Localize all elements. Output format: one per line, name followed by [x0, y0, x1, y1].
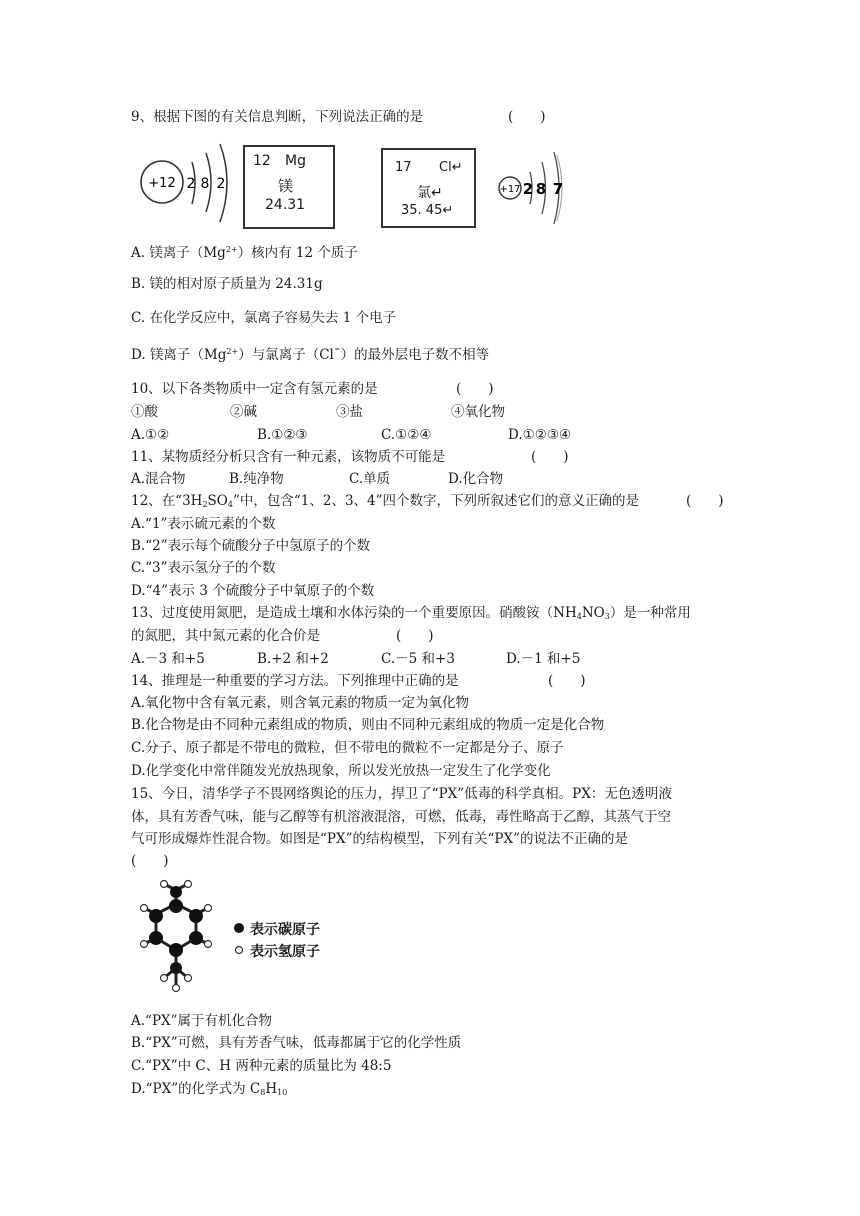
- mg-element-name: 镁: [278, 177, 294, 195]
- q9-option-c: C. 在化学反应中，氯离子容易失去 1 个电子: [131, 310, 397, 326]
- q9-option-a: A. 镁离子$(Mg^{2+})$核内有 12 个质子: [131, 245, 358, 261]
- cl-atomic-number: 17: [395, 160, 412, 175]
- q15-option-b: B.“PX”可燃，具有芳香气味，低毒都属于它的化学性质: [131, 1035, 462, 1051]
- q13-option-a: A.－3 和+5: [131, 651, 205, 667]
- q10-option-c: C.①②④: [381, 427, 432, 443]
- q12-option-c: C.“3”表示氢分子的个数: [131, 560, 276, 576]
- mg-atom-diagram: [138, 138, 238, 238]
- q13-option-c: C.－5 和+3: [381, 651, 455, 667]
- q11-stem: 11、某物质经分析只含有一种元素，该物质不可能是: [131, 449, 446, 465]
- q15-option-d: D.“PX”的化学式为 $C_8H_{10}$: [131, 1081, 288, 1097]
- q13-stem-line-2: 的氮肥，其中氮元素的化合价是: [131, 628, 320, 644]
- mg-element-card: [243, 145, 335, 229]
- q14-option-b: B.化合物是由不同种元素组成的物质，则由不同种元素组成的物质一定是化合物: [131, 717, 605, 733]
- carbon-legend-label: 表示碳原子: [250, 922, 320, 938]
- q11-option-a: A.混合物: [131, 471, 186, 487]
- q15-option-c: C.“PX”中 C、H 两种元素的质量比为 48:5: [131, 1058, 392, 1074]
- mg-shell-1-count: 2: [186, 176, 196, 192]
- q14-option-d: D.化学变化中常伴随发光放热现象，所以发光放热一定发生了化学变化: [131, 763, 551, 779]
- px-legend-markers: [232, 921, 248, 961]
- q9-stem: 9、根据下图的有关信息判断，下列说法正确的是: [131, 109, 424, 125]
- q12-option-a: A.“1”表示硫元素的个数: [131, 516, 276, 532]
- q11-option-b: B.纯净物: [229, 471, 284, 487]
- q11-answer-paren: ( ): [531, 449, 569, 465]
- cl-symbol: Cl↵: [439, 160, 463, 175]
- q10-option-d: D.①②③④: [508, 427, 572, 443]
- cl-nucleus-label: +17: [499, 184, 521, 195]
- q12-answer-paren: ( ): [686, 493, 724, 509]
- cl-shell-1-count: 2: [522, 180, 534, 198]
- q9-answer-paren: ( ): [508, 109, 546, 125]
- cl-atomic-mass: 35. 45↵: [401, 203, 454, 218]
- mg-shell-3-count: 2: [216, 176, 226, 192]
- q10-stem: 10、以下各类物质中一定含有氢元素的是: [131, 381, 378, 397]
- q10-item-4: ④氧化物: [451, 404, 505, 420]
- q9-option-d: D. 镁离子$(Mg^{2+})$与氯离子（Cl¯）的最外层电子数不相等: [131, 347, 490, 363]
- mg-nucleus-label: +12: [148, 176, 176, 191]
- q11-option-c: C.单质: [349, 471, 391, 487]
- q14-option-c: C.分子、原子都是不带电的微粒，但不带电的微粒不一定都是分子、原子: [131, 740, 564, 756]
- q13-stem-line-1: 13、过度使用氮肥，是造成土壤和水体污染的一个重要原因。硝酸铵$(NH_4NO_3)$是一种常用: [131, 605, 691, 621]
- hydrogen-legend-dot: [236, 947, 243, 954]
- q15-option-a: A.“PX”属于有机化合物: [131, 1013, 273, 1029]
- q10-item-1: ①酸: [131, 404, 158, 420]
- q10-option-b: B.①②③: [257, 427, 308, 443]
- q12-stem: 12、在“$3H_2SO_4$”中，包含“1、2、3、4”四个数字，下列所叙述它们的意义正确的是: [131, 493, 640, 509]
- cl-element-card: [381, 148, 476, 228]
- q15-stem-line-2: 体，具有芳香气味，能与乙醇等有机溶液混溶，可燃，低毒，毒性略高于乙醇，其蒸气于空: [131, 809, 671, 825]
- cl-element-name: 氯↵: [417, 185, 443, 201]
- q10-item-3: ③盐: [336, 404, 363, 420]
- q13-option-d: D.－1 和+5: [506, 651, 581, 667]
- q13-option-b: B.+2 和+2: [257, 651, 329, 667]
- mg-symbol: Mg: [285, 153, 306, 169]
- q12-option-d: D.“4”表示 3 个硫酸分子中氧原子的个数: [131, 583, 375, 599]
- q10-answer-paren: ( ): [456, 381, 494, 397]
- carbon-legend-dot: [234, 923, 244, 933]
- q14-stem: 14、推理是一种重要的学习方法。下列推理中正确的是: [131, 673, 459, 689]
- cl-shell-2-count: 8: [535, 180, 547, 198]
- q10-item-2: ②碱: [230, 404, 257, 420]
- mg-atomic-mass: 24.31: [265, 197, 306, 213]
- hydrogen-legend-label: 表示氢原子: [250, 944, 320, 960]
- q14-option-a: A.氧化物中含有氧元素，则含氧元素的物质一定为氧化物: [131, 695, 470, 711]
- q13-answer-paren: ( ): [396, 628, 434, 644]
- q12-option-b: B.“2”表示每个硫酸分子中氢原子的个数: [131, 538, 371, 554]
- cl-shell-3-count: 7: [552, 180, 564, 198]
- q14-answer-paren: ( ): [548, 673, 586, 689]
- q10-option-a: A.①②: [131, 427, 170, 443]
- mg-shell-2-count: 8: [200, 176, 210, 192]
- q9-option-b: B. 镁的相对原子质量为 24.31g: [131, 276, 323, 292]
- px-structure-model: [132, 878, 228, 996]
- q11-option-d: D.化合物: [448, 471, 504, 487]
- cl-ion-diagram: [496, 146, 576, 230]
- q15-answer-paren: ( ): [131, 853, 169, 869]
- mg-atomic-number: 12: [253, 153, 271, 169]
- q15-stem-line-3: 气可形成爆炸性混合物。如图是“PX”的结构模型，下列有关“PX”的说法不正确的是: [131, 831, 628, 847]
- q15-stem-line-1: 15、今日，清华学子不畏网络舆论的压力，捍卫了“PX”低毒的科学真相。PX：无色透明液: [131, 786, 672, 802]
